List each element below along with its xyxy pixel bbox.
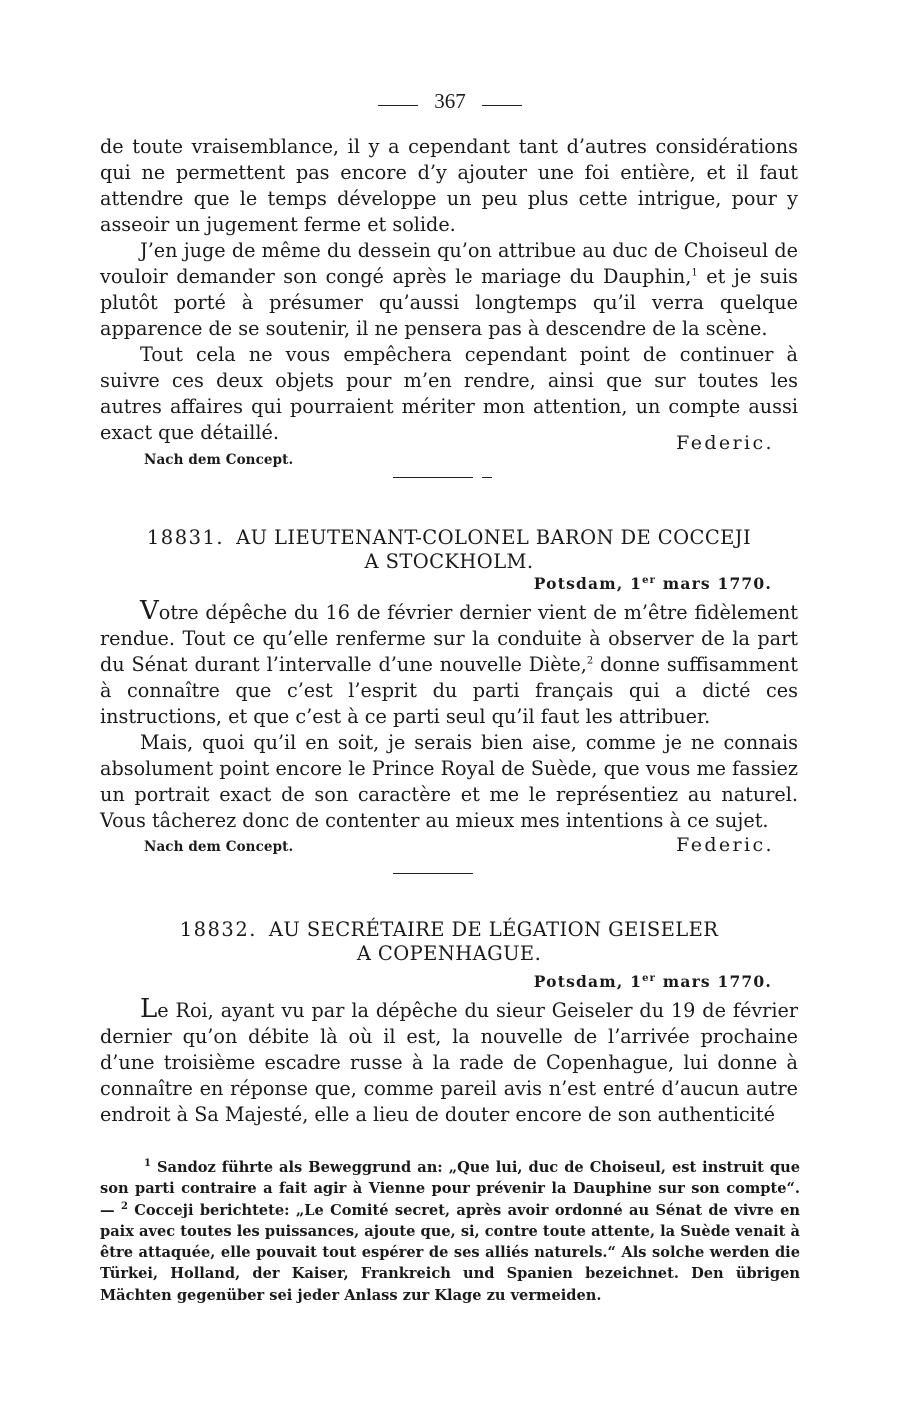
- footnote-ref: 1: [691, 267, 698, 279]
- footnote-marker: 2: [120, 1200, 128, 1212]
- source-note: Nach dem Concept.: [144, 452, 294, 468]
- footnote-ref: 2: [586, 655, 594, 667]
- letter-body: [100, 598, 798, 834]
- letter-heading: [100, 918, 798, 966]
- header-rule-right: [482, 105, 522, 106]
- footnotes: [100, 1157, 800, 1306]
- initial-letter: V: [140, 596, 159, 626]
- header-rule-left: [378, 105, 418, 106]
- letter-addressee: AU SECRÉTAIRE DE LÉGATION GEISELER: [268, 918, 719, 941]
- signature-row: [100, 834, 798, 856]
- paragraph: Votre dépêche du 16 de février dernier vient de m’être fidèlement rendue. Tout ce qu’elle renferme sur la conduite à observer de la part du Sénat durant l’intervalle d’une nouvelle Diète,$^2$ donne suffisamment à connaître que c’est l’esprit du parti français qui a dicté ces instructions, et que c’est à ce parti seul qu’il faut les attribuer.: [100, 596, 798, 728]
- footnote-marker: 1: [144, 1158, 151, 1170]
- paragraph: Tout cela ne vous empêchera cependant point de continuer à suivre ces deux objets pour m’en rendre, ainsi que sur toutes les autres affaires qui pourraient mériter mon attention, un compte aussi exact que détaillé.: [100, 343, 798, 444]
- section-divider: [393, 477, 473, 478]
- letter-body: [100, 996, 798, 1128]
- page-header: [0, 86, 900, 116]
- letter-dateline: Potsdam, 1er mars 1770.: [533, 574, 772, 593]
- paragraph: J’en juge de même du dessein qu’on attribue au duc de Choiseul de vouloir demander son congé après le mariage du Dauphin,$^1$ et je suis plutôt porté à présumer qu’aussi longtemps qu’il verra quelque apparence de se soutenir, il ne pensera pas à descendre de la scène.: [100, 239, 798, 340]
- previous-letter-body: [100, 134, 798, 446]
- paragraph: Le Roi, ayant vu par la dépêche du sieur Geiseler du 19 de février dernier qu’on débite là où il est, la nouvelle de l’arrivée prochaine d’une troisième escadre russe à la rade de Copenhague, lui donne à connaître en réponse que, comme pareil avis n’est entré d’aucun autre endroit à Sa Majesté, elle a lieu de douter encore de son authenticité: [100, 994, 798, 1126]
- section-divider-tail: [482, 477, 492, 478]
- letter-place: A STOCKHOLM.: [364, 550, 534, 573]
- signature: Federic.: [676, 834, 774, 856]
- initial-letter: L: [140, 994, 158, 1024]
- signature-row: [100, 432, 798, 454]
- section-divider: [393, 873, 473, 874]
- letter-dateline: Potsdam, 1er mars 1770.: [533, 972, 772, 991]
- paragraph: Mais, quoi qu’il en soit, je serais bien aise, comme je ne connais absolument point encore le Prince Royal de Suède, que vous me fassiez un portrait exact de son caractère et me le représentiez au naturel. Vous tâcherez donc de contenter au mieux mes intentions à ce sujet.: [100, 731, 798, 832]
- letter-place: A COPENHAGUE.: [356, 942, 542, 965]
- letter-number: 18831.: [146, 526, 225, 549]
- letter-number: 18832.: [179, 918, 257, 941]
- footnote: $^1$ Sandoz führte als Beweggrund an: „Que lui, duc de Choiseul, est instruit que son parti contraire a fait agir à Vienne pour prévenir la Dauphine sur son compte“. — $^2$ Cocceji berichtete: „Le Comité secret, après avoir ordonné au Sénat de vivre en paix avec toutes les puissances, ajoute que, si, contre toute attente, la Suède venait à être attaquée, elle pouvait tout espérer de ses alliés naturels.“ Als solche werden die Türkei, Holland, der Kaiser, Frankreich und Spanien bezeichnet. Den übrigen Mächten gegenüber sei jeder Anlass zur Klage zu vermeiden.: [100, 1158, 800, 1304]
- letter-addressee: AU LIEUTENANT-COLONEL BARON DE COCCEJI: [236, 526, 752, 549]
- signature: Federic.: [676, 432, 774, 454]
- paragraph: de toute vraisemblance, il y a cependant tant d’autres considérations qui ne permettent pas encore d’y ajouter une foi entière, et il faut attendre que le temps développe un peu plus cette intrigue, pour y asseoir un jugement ferme et solide.: [100, 135, 798, 236]
- letter-heading: [100, 526, 798, 574]
- page-number: 367: [434, 88, 466, 113]
- source-note: Nach dem Concept.: [144, 839, 294, 855]
